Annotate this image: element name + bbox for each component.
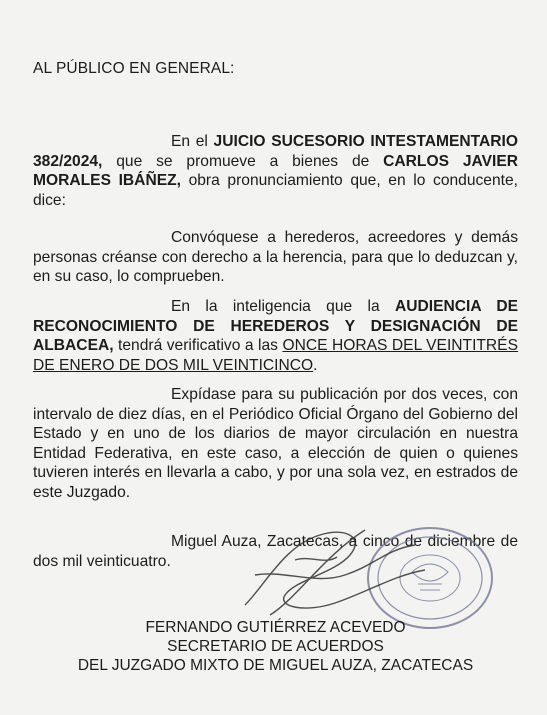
p1-text-a: En el	[171, 133, 214, 150]
p3-text-a: En la inteligencia que la	[171, 298, 395, 315]
p1-text-e: obra pronunciamiento que, en lo conducente, dice:	[33, 172, 518, 209]
p3-text-e: .	[313, 356, 318, 374]
signer-name: FERNANDO GUTIÉRREZ ACEVEDO	[145, 619, 406, 636]
notice-heading: AL PÚBLICO EN GENERAL:	[33, 60, 235, 77]
signer-office: DEL JUZGADO MIXTO DE MIGUEL AUZA, ZACATECAS	[77, 657, 474, 674]
hearing-datetime: ONCE HORAS DEL VEINTITRÉS DE ENERO DE DOS MIL VEINTICINCO	[33, 337, 518, 374]
handwritten-signature	[225, 515, 435, 625]
deceased-name: CARLOS JAVIER MORALES IBÁÑEZ,	[33, 152, 519, 189]
signer-role: SECRETARIO DE ACUERDOS	[167, 638, 384, 655]
signature-block	[33, 618, 518, 675]
paragraph-case-intro	[33, 132, 518, 210]
p4-text: Expídase para su publicación por dos veces, con intervalo de diez días, en el Periódico Oficial Órgano del Gobierno del Estado y en uno de los diarios de mayor circulación en nuestra Entidad Federativa, en este caso, a elección de quien o quienes tuvieren interés en llevarla a cabo, y por una sola vez, en estrados de este Juzgado.	[33, 386, 518, 501]
paragraph-publication	[33, 385, 518, 502]
p3-text-c: tendrá verificativo a las	[113, 337, 283, 354]
p1-text-c: que se promueve a bienes de	[102, 152, 384, 170]
paragraph-hearing	[33, 297, 518, 375]
p2-text: Convóquese a herederos, acreedores y demás personas créanse con derecho a la herencia, para que lo deduzcan y, en su caso, lo comprueben.	[33, 229, 518, 285]
hearing-name: AUDIENCIA DE RECONOCIMIENTO DE HEREDEROS Y DESIGNACIÓN DE ALBACEA,	[33, 298, 518, 354]
case-name: JUICIO SUCESORIO INTESTAMENTARIO 382/2024,	[33, 133, 518, 170]
paragraph-summons	[33, 228, 518, 287]
p5-text: Miguel Auza, Zacatecas, a cinco de diciembre de dos mil veinticuatro.	[33, 533, 518, 570]
